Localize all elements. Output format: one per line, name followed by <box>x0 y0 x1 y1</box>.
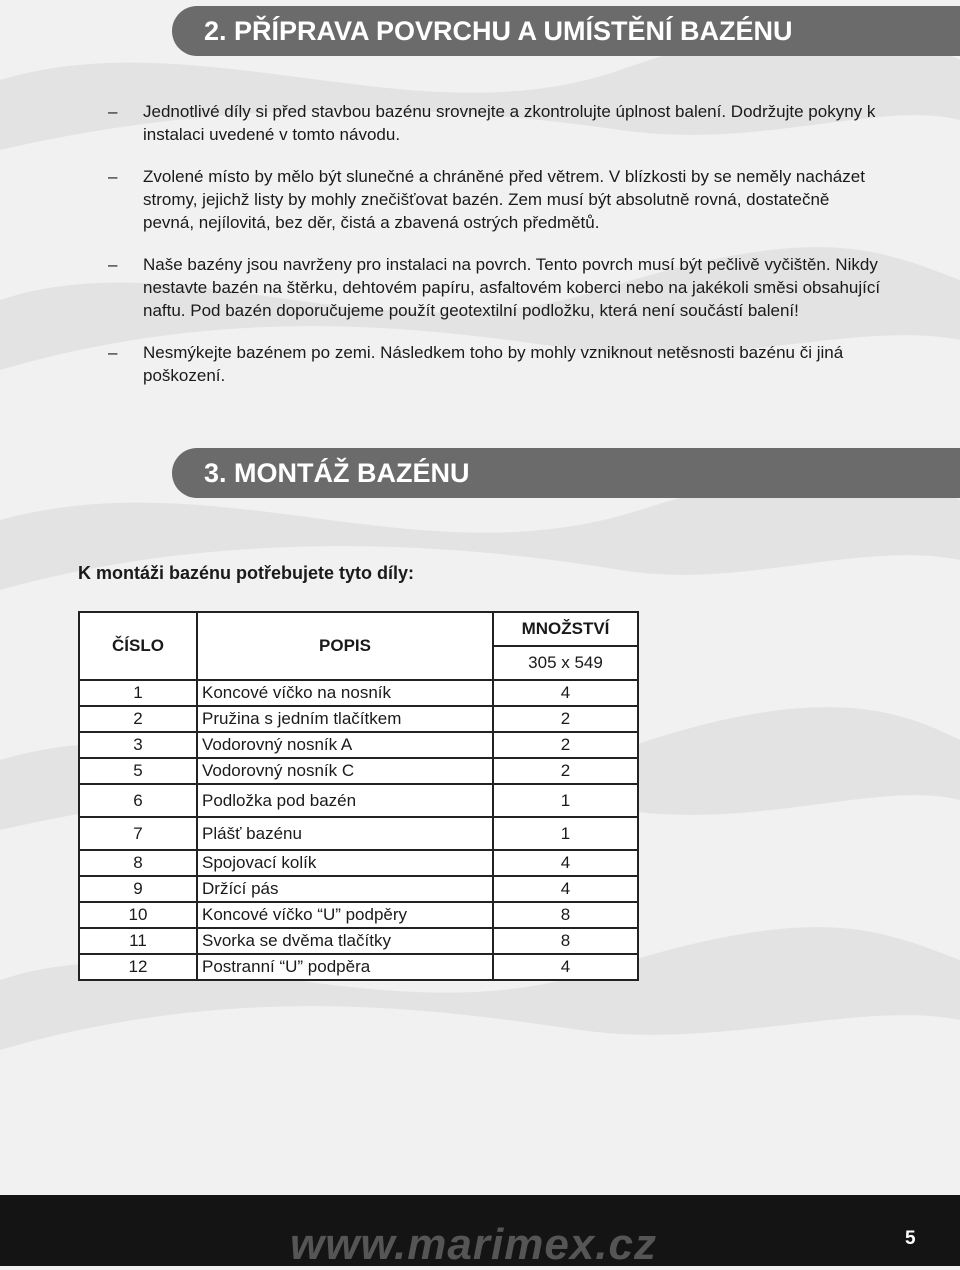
part-quantity: 1 <box>493 784 638 817</box>
part-quantity: 8 <box>493 902 638 928</box>
dash-bullet: – <box>108 343 118 362</box>
instruction-text: Nesmýkejte bazénem po zemi. Následkem toho by mohly vzniknout netěsnosti bazénu či jiná poškození. <box>143 343 844 385</box>
part-number: 10 <box>79 902 197 928</box>
table-row <box>79 758 638 784</box>
part-quantity: 4 <box>493 876 638 902</box>
list-item <box>108 165 908 234</box>
part-description: Postranní “U” podpěra <box>197 954 493 980</box>
parts-table <box>78 611 639 981</box>
table-row <box>79 850 638 876</box>
part-number: 12 <box>79 954 197 980</box>
list-item <box>108 100 908 146</box>
list-item <box>108 253 908 322</box>
part-description: Svorka se dvěma tlačítky <box>197 928 493 954</box>
header-number: ČÍSLO <box>79 612 197 680</box>
dash-bullet: – <box>108 167 118 186</box>
table-row <box>79 954 638 980</box>
part-number: 6 <box>79 784 197 817</box>
part-description: Pružina s jedním tlačítkem <box>197 706 493 732</box>
page-number: 5 <box>905 1228 916 1249</box>
part-description: Koncové víčko “U” podpěry <box>197 902 493 928</box>
section-3-title: 3. MONTÁŽ BAZÉNU <box>172 448 960 498</box>
dash-bullet: – <box>108 102 118 121</box>
part-description: Vodorovný nosník C <box>197 758 493 784</box>
table-row <box>79 876 638 902</box>
part-quantity: 8 <box>493 928 638 954</box>
part-quantity: 4 <box>493 954 638 980</box>
website-url: www.marimex.cz <box>290 1220 657 1269</box>
instruction-text: Zvolené místo by mělo být slunečné a chráněné před větrem. V blízkosti by se neměly nacházet stromy, jejichž listy by mohly znečišťovat bazén. Zem musí být absolutně rovná, dostatečně pevná, nejílovitá, bez děr, čistá a zbavená ostrých předmětů. <box>143 167 865 232</box>
part-quantity: 2 <box>493 706 638 732</box>
table-row <box>79 902 638 928</box>
table-row <box>79 817 638 850</box>
header-pool-size: 305 x 549 <box>493 646 638 680</box>
table-row <box>79 732 638 758</box>
part-description: Držící pás <box>197 876 493 902</box>
header-description: POPIS <box>197 612 493 680</box>
part-number: 5 <box>79 758 197 784</box>
preparation-instructions-list <box>108 100 908 406</box>
part-quantity: 1 <box>493 817 638 850</box>
header-quantity: MNOŽSTVÍ <box>493 612 638 646</box>
part-description: Plášť bazénu <box>197 817 493 850</box>
part-number: 8 <box>79 850 197 876</box>
instruction-text: Jednotlivé díly si před stavbou bazénu srovnejte a zkontrolujte úplnost balení. Dodržujte pokyny k instalaci uvedené v tomto návodu. <box>143 102 876 144</box>
part-description: Vodorovný nosník A <box>197 732 493 758</box>
part-number: 7 <box>79 817 197 850</box>
parts-heading: K montáži bazénu potřebujete tyto díly: <box>78 563 415 583</box>
part-quantity: 2 <box>493 732 638 758</box>
part-number: 1 <box>79 680 197 706</box>
part-number: 3 <box>79 732 197 758</box>
instruction-text: Naše bazény jsou navrženy pro instalaci na povrch. Tento povrch musí být pečlivě vyčištěn. Nikdy nestavte bazén na štěrku, dehtovém papíru, asfaltovém koberci nebo na jakékoli směsi obsahující naftu. Pod bazén doporučujeme použít geotextilní podložku, která není součástí balení! <box>143 255 881 320</box>
table-header-row <box>79 612 638 646</box>
part-quantity: 4 <box>493 680 638 706</box>
list-item <box>108 341 908 387</box>
part-number: 2 <box>79 706 197 732</box>
part-number: 11 <box>79 928 197 954</box>
part-description: Spojovací kolík <box>197 850 493 876</box>
table-row <box>79 706 638 732</box>
part-description: Koncové víčko na nosník <box>197 680 493 706</box>
table-row <box>79 928 638 954</box>
part-quantity: 4 <box>493 850 638 876</box>
dash-bullet: – <box>108 255 118 274</box>
part-number: 9 <box>79 876 197 902</box>
table-row <box>79 680 638 706</box>
part-quantity: 2 <box>493 758 638 784</box>
section-2-title: 2. PŘÍPRAVA POVRCHU A UMÍSTĚNÍ BAZÉNU <box>172 6 960 56</box>
table-row <box>79 784 638 817</box>
part-description: Podložka pod bazén <box>197 784 493 817</box>
